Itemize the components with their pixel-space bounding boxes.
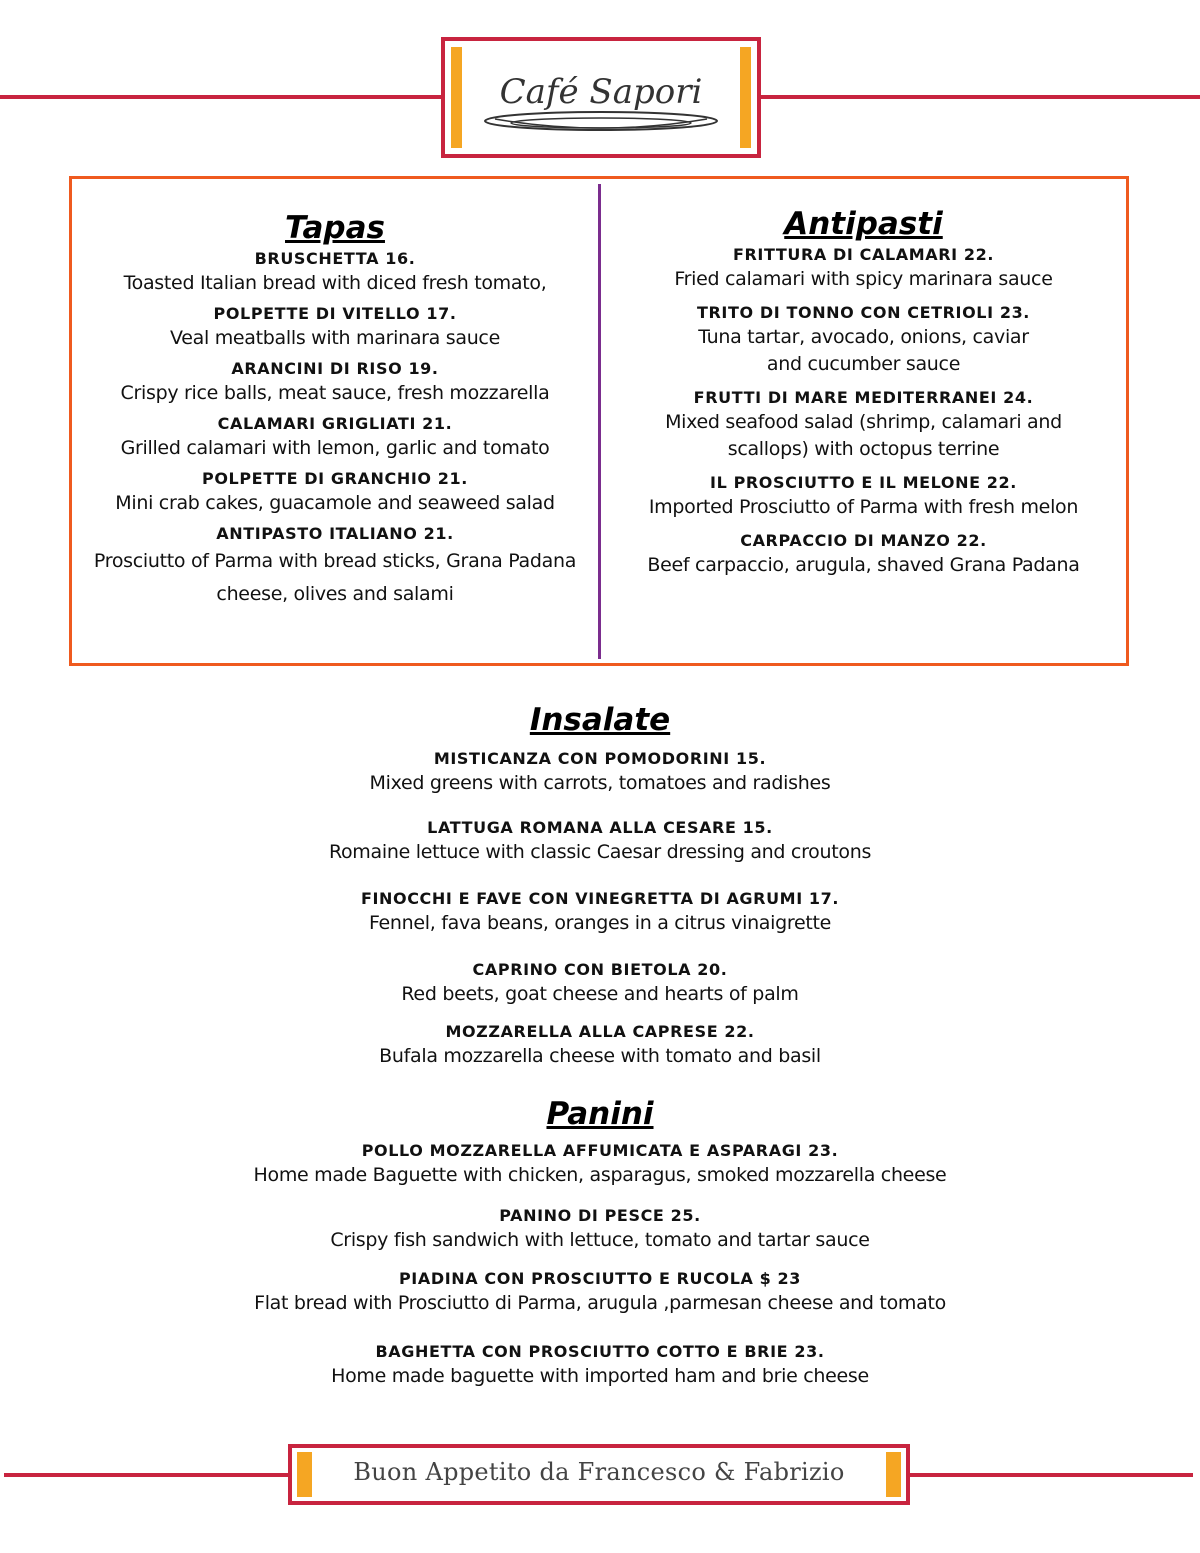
item-desc: Veal meatballs with marinara sauce [170,327,500,349]
item-desc: Imported Prosciutto of Parma with fresh melon [648,496,1079,518]
item-desc: Fried calamari with spicy marinara sauce [674,268,1053,290]
item-name: MOZZARELLA ALLA CAPRESE 22. [445,1022,755,1041]
logo-accent-bar-right [740,47,751,148]
item-name: ARANCINI DI RISO 19. [231,359,439,378]
item-name: BRUSCHETTA 16. [254,249,416,268]
item-desc: Home made Baguette with chicken, asparagus, smoked mozzarella cheese [253,1164,947,1186]
tapas-section [72,208,598,617]
tapas-title: Tapas [285,210,385,246]
logo-accent-bar-left [451,47,462,148]
item-name: IL PROSCIUTTO E IL MELONE 22. [710,473,1017,492]
menu-item [0,888,1200,937]
item-desc: Fennel, fava beans, oranges in a citrus vinaigrette [368,912,832,934]
menu-item [0,1268,1200,1317]
menu-item [0,959,1200,1008]
footer-frame [288,1444,910,1505]
item-desc-line2: cheese, olives and salami [216,583,454,605]
menu-item [72,248,598,297]
item-name: ANTIPASTO ITALIANO 21. [216,524,454,543]
item-desc: Grilled calamari with lemon, garlic and tomato [120,437,550,459]
panini-title: Panini [546,1096,654,1132]
menu-item [0,1021,1200,1070]
item-name: POLPETTE DI VITELLO 17. [213,304,457,323]
item-desc: Mini crab cakes, guacamole and seaweed salad [115,492,555,514]
item-desc: Prosciutto of Parma with bread sticks, Grana Padana [93,550,577,572]
item-name: POLLO MOZZARELLA AFFUMICATA E ASPARAGI 23. [361,1141,839,1160]
item-name: CAPRINO CON BIETOLA 20. [472,960,728,979]
item-name: LATTUGA ROMANA ALLA CESARE 15. [427,818,773,837]
item-desc: Flat bread with Prosciutto di Parma, arugula ,parmesan cheese and tomato [254,1292,946,1314]
item-name: TRITO DI TONNO CON CETRIOLI 23. [697,303,1030,322]
item-desc: Crispy rice balls, meat sauce, fresh mozzarella [120,382,550,404]
item-desc: Tuna tartar, avocado, onions, caviar [698,326,1029,348]
item-name: PIADINA CON PROSCIUTTO E RUCOLA $ 23 [398,1269,802,1288]
logo-text: Café Sapori [499,72,703,112]
item-desc: Mixed greens with carrots, tomatoes and radishes [369,772,831,794]
item-desc: Crispy fish sandwich with lettuce, tomato and tartar sauce [330,1229,870,1251]
item-name: FRUTTI DI MARE MEDITERRANEI 24. [693,388,1034,407]
antipasti-section [601,204,1126,588]
menu-item [601,387,1126,463]
menu-item [72,413,598,462]
menu-item [72,303,598,352]
menu-item [72,358,598,407]
insalate-title: Insalate [529,702,671,738]
item-name: CALAMARI GRIGLIATI 21. [217,414,453,433]
menu-item [72,523,598,611]
item-desc: Home made baguette with imported ham and brie cheese [331,1365,869,1387]
menu-item [0,748,1200,797]
item-name: MISTICANZA CON POMODORINI 15. [433,749,767,768]
menu-item [0,817,1200,866]
header-rule-left [0,95,441,99]
item-desc: Bufala mozzarella cheese with tomato and basil [379,1045,821,1067]
menu-item [0,1140,1200,1189]
item-desc: Mixed seafood salad (shrimp, calamari and [665,411,1062,433]
menu-item [601,302,1126,378]
item-name: CARPACCIO DI MANZO 22. [740,531,987,550]
logo-frame [441,37,761,158]
item-desc: Romaine lettuce with classic Caesar dressing and croutons [328,841,872,863]
item-desc: Red beets, goat cheese and hearts of palm [401,983,799,1005]
menu-item [72,468,598,517]
item-desc: Toasted Italian bread with diced fresh tomato, [123,272,547,294]
menu-item [0,1341,1200,1390]
footer-rule-left [4,1473,288,1477]
item-desc-line2: scallops) with octopus terrine [727,438,1000,460]
header-rule-right [761,95,1200,99]
menu-item [601,530,1126,579]
item-desc-line2: and cucumber sauce [766,353,961,375]
item-name: POLPETTE DI GRANCHIO 21. [202,469,468,488]
menu-item [601,472,1126,521]
antipasti-title: Antipasti [784,206,943,242]
panini-section [0,1094,1200,1403]
item-desc: Beef carpaccio, arugula, shaved Grana Padana [647,554,1080,576]
item-name: FINOCCHI E FAVE CON VINEGRETTA DI AGRUMI 17. [360,889,840,908]
item-name: BAGHETTA CON PROSCIUTTO COTTO E BRIE 23. [375,1342,825,1361]
menu-item [601,244,1126,293]
footer-rule-right [910,1473,1193,1477]
item-name: FRITTURA DI CALAMARI 22. [732,245,995,264]
insalate-section [0,700,1200,1083]
footer-signoff: Buon Appetito da Francesco & Fabrizio [353,1458,845,1486]
menu-item [0,1205,1200,1254]
cafe-sapori-logo [475,49,727,149]
item-name: PANINO DI PESCE 25. [499,1206,701,1225]
